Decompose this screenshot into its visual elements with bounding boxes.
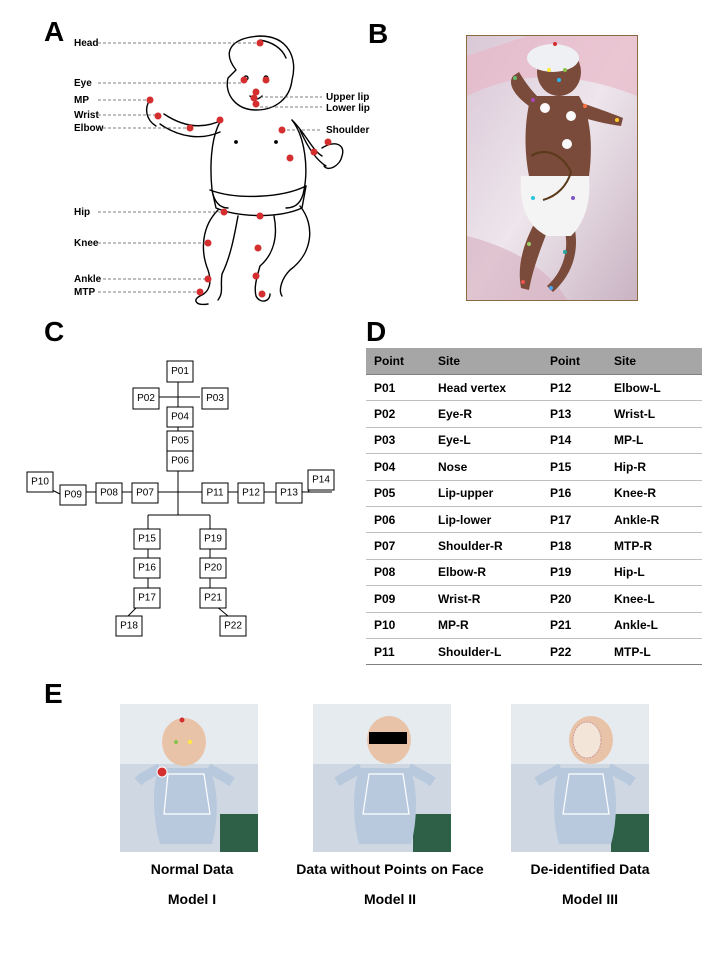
panel-a-letter: A [44,16,65,47]
cell-point-2: P18 [542,533,606,559]
panel-e-photo-deidentified [511,704,649,852]
table-row [366,612,702,638]
cell-point-2: P20 [542,586,606,612]
cell-site-2: Hip-L [606,559,702,585]
cell-site-1: Lip-upper [430,480,542,506]
svg-text:P21: P21 [204,592,222,604]
label-ankle: Ankle [74,274,102,285]
table-row [366,586,702,612]
node-p10 [27,472,53,492]
cell-site-1: Lip-lower [430,506,542,532]
caption-normal-line1: Normal Data [150,861,234,877]
cell-site-1: Head vertex [430,375,542,401]
cell-site-2: Knee-R [606,480,702,506]
node-p18 [116,616,142,636]
header-point-1: Point [366,348,430,375]
panel-b-letter: B [368,18,389,49]
table-header-row [366,348,702,375]
tree-nodes [27,361,334,636]
caption-no-face-line2: Model II [363,891,417,907]
node-p16 [134,558,160,578]
label-mp: MP [74,95,89,106]
infant-outline [147,36,343,304]
caption-deid-line1: De-identified Data [530,861,650,877]
svg-text:P13: P13 [280,487,298,499]
cell-site-1: Shoulder-L [430,638,542,664]
panel-a-infant-diagram [60,30,390,310]
panel-a-keypoints [147,40,332,298]
svg-text:P06: P06 [171,455,189,467]
cell-point-2: P22 [542,638,606,664]
label-lower-lip: Lower lip [326,103,370,114]
svg-text:P20: P20 [204,562,222,574]
cell-site-1: Shoulder-R [430,533,542,559]
label-shoulder: Shoulder [326,125,370,136]
node-p05 [167,431,193,451]
label-hip: Hip [74,207,91,218]
svg-text:P15: P15 [138,533,156,545]
cell-point-1: P02 [366,401,430,427]
svg-text:P22: P22 [224,620,242,632]
label-knee: Knee [74,238,99,249]
table-row [366,480,702,506]
panel-e-photo-no-face-points [313,704,451,852]
cell-point-1: P09 [366,586,430,612]
label-upper-lip: Upper lip [326,92,370,103]
cell-site-1: Elbow-R [430,559,542,585]
caption-no-face-line1: Data without Points on Face [296,861,484,877]
cell-point-2: P21 [542,612,606,638]
panel-e-letter: E [44,678,63,709]
cell-site-2: Hip-R [606,454,702,480]
table-row [366,401,702,427]
header-point-2: Point [542,348,606,375]
node-p17 [134,588,160,608]
node-p15 [134,529,160,549]
cell-point-2: P13 [542,401,606,427]
table-row [366,533,702,559]
cell-point-1: P05 [366,480,430,506]
cell-site-1: Nose [430,454,542,480]
cell-point-1: P11 [366,638,430,664]
table-row [366,506,702,532]
svg-text:P14: P14 [312,474,330,486]
svg-text:P07: P07 [136,487,154,499]
table-row [366,375,702,401]
caption-deid-line2: Model III [562,891,618,907]
cell-site-2: MP-L [606,427,702,453]
table-row [366,454,702,480]
cell-point-2: P12 [542,375,606,401]
cell-point-1: P06 [366,506,430,532]
cell-site-2: Ankle-R [606,506,702,532]
svg-text:P10: P10 [31,476,49,488]
cell-point-2: P19 [542,559,606,585]
panel-d-letter: D [366,316,387,347]
header-site-1: Site [430,348,542,375]
svg-text:P02: P02 [137,393,155,404]
panel-b-infant-photo [466,35,638,301]
cell-point-2: P15 [542,454,606,480]
node-p06 [167,451,193,471]
node-p14 [308,470,334,490]
panel-a-leader-lines [98,43,322,292]
svg-text:P18: P18 [120,620,138,632]
svg-text:P19: P19 [204,533,222,545]
svg-text:P08: P08 [100,487,118,499]
node-p19 [200,529,226,549]
panel-c-letter: C [44,316,65,347]
svg-text:P17: P17 [138,592,156,604]
cell-point-1: P08 [366,559,430,585]
node-p04 [167,407,193,427]
cell-site-2: MTP-L [606,638,702,664]
node-p01 [167,361,193,382]
svg-text:P04: P04 [171,411,189,423]
svg-text:P16: P16 [138,562,156,574]
node-p09 [60,485,86,505]
cell-point-1: P01 [366,375,430,401]
cell-point-2: P14 [542,427,606,453]
svg-text:P11: P11 [206,487,224,499]
cell-site-1: Eye-R [430,401,542,427]
label-wrist: Wrist [74,110,99,121]
node-p12 [238,483,264,503]
label-elbow: Elbow [74,123,104,134]
svg-text:P09: P09 [64,489,82,501]
table-body [366,375,702,665]
node-p21 [200,588,226,608]
node-p13 [276,483,302,503]
header-site-2: Site [606,348,702,375]
caption-deidentified [475,854,705,914]
node-p22 [220,616,246,636]
node-p08 [96,483,122,503]
svg-text:P03: P03 [206,393,224,404]
cell-site-1: Eye-L [430,427,542,453]
panel-c-skeleton-tree [20,350,350,650]
table-row [366,427,702,453]
cell-site-2: Wrist-L [606,401,702,427]
cell-point-1: P10 [366,612,430,638]
node-p02 [133,388,159,409]
label-mtp: MTP [74,287,96,298]
node-p07 [132,483,158,503]
table-row [366,638,702,664]
table-row [366,559,702,585]
svg-text:P12: P12 [242,487,260,499]
node-p03 [202,388,228,409]
cell-site-2: Elbow-L [606,375,702,401]
panel-e-photo-normal [120,704,258,852]
cell-site-2: Ankle-L [606,612,702,638]
cell-site-2: Knee-L [606,586,702,612]
panel-d-keypoint-table [366,348,702,665]
cell-point-1: P07 [366,533,430,559]
cell-point-1: P04 [366,454,430,480]
svg-text:P05: P05 [171,435,189,447]
cell-site-2: MTP-R [606,533,702,559]
cell-point-2: P16 [542,480,606,506]
svg-text:P01: P01 [171,366,189,377]
caption-no-face-points [275,854,505,914]
label-head: Head [74,38,99,49]
cell-site-1: MP-R [430,612,542,638]
caption-normal-line2: Model I [167,891,217,907]
node-p20 [200,558,226,578]
label-eye: Eye [74,78,92,89]
cell-point-2: P17 [542,506,606,532]
cell-point-1: P03 [366,427,430,453]
cell-site-1: Wrist-R [430,586,542,612]
caption-normal [77,854,307,914]
node-p11 [202,483,228,503]
